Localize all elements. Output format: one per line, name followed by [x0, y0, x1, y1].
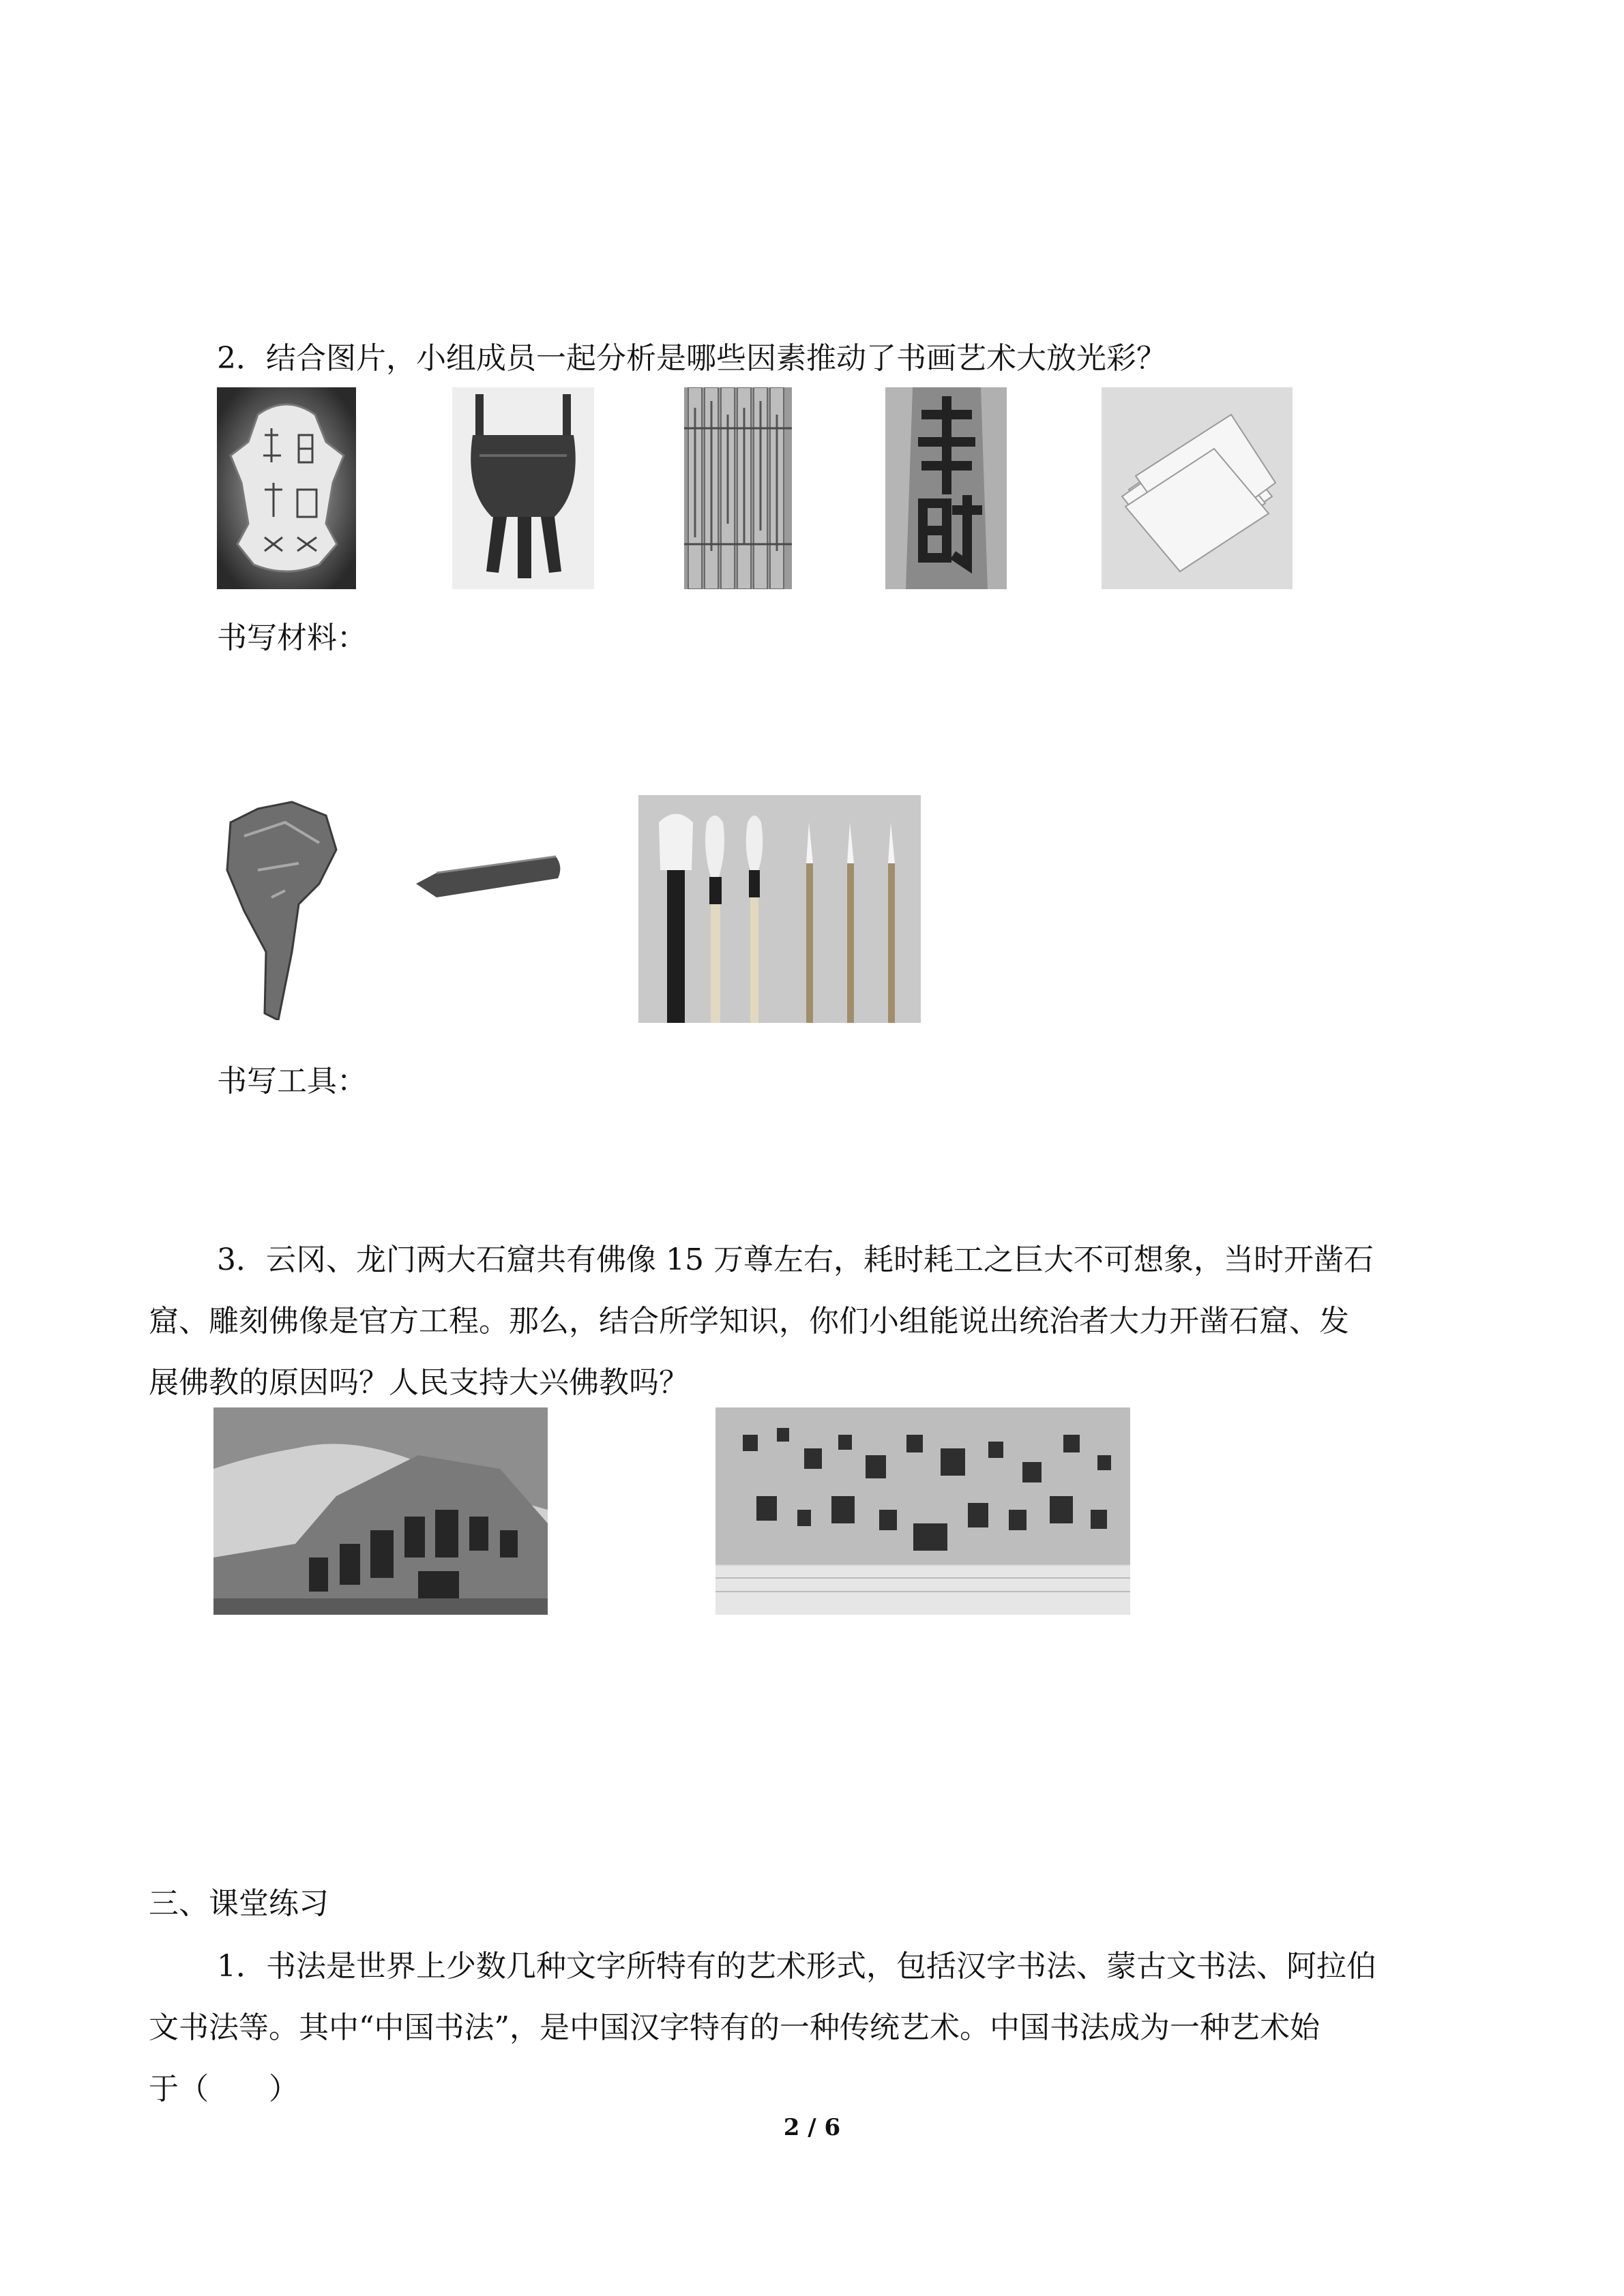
- page-number: 2 / 6: [783, 2114, 841, 2141]
- paper-stack-image: [1102, 387, 1293, 589]
- stone-tool-image: [217, 795, 345, 1020]
- bronze-ding-image: [452, 387, 594, 589]
- question-2: 2．结合图片，小组成员一起分析是哪些因素推动了书画艺术大放光彩？: [217, 341, 1166, 376]
- question-3-line-1: 3．云冈、龙门两大石窟共有佛像 15 万尊左右，耗时耗工之巨大不可想象，当时开凿石: [217, 1242, 1374, 1277]
- practice-question-1-line-2: 文书法等。其中“中国书法”，是中国汉字特有的一种传统艺术。中国书法成为一种艺术始: [149, 2010, 1320, 2045]
- practice-question-1-line-3: 于（ ）: [149, 2072, 299, 2106]
- tools-label: 书写工具：: [217, 1064, 367, 1099]
- practice-question-1-line-1: 1．书法是世界上少数几种文字所特有的艺术形式，包括汉字书法、蒙古文书法、阿拉伯: [217, 1949, 1376, 1984]
- materials-label: 书写材料：: [217, 621, 367, 655]
- question-3-line-2: 窟、雕刻佛像是官方工程。那么，结合所学知识，你们小组能说出统治者大力开凿石窟、发: [149, 1304, 1349, 1339]
- stone-inscription-image: [885, 387, 1007, 589]
- yungang-grottoes-image: [213, 1407, 548, 1615]
- writing-brushes-image: [638, 795, 921, 1023]
- oracle-bone-image: [217, 387, 356, 589]
- question-3-line-3: 展佛教的原因吗？人民支持大兴佛教吗？: [149, 1365, 689, 1400]
- section-3-heading: 三、课堂练习: [149, 1886, 329, 1921]
- bamboo-slips-image: [684, 387, 792, 589]
- longmen-grottoes-image: [715, 1407, 1130, 1615]
- carving-knife-image: [409, 829, 570, 952]
